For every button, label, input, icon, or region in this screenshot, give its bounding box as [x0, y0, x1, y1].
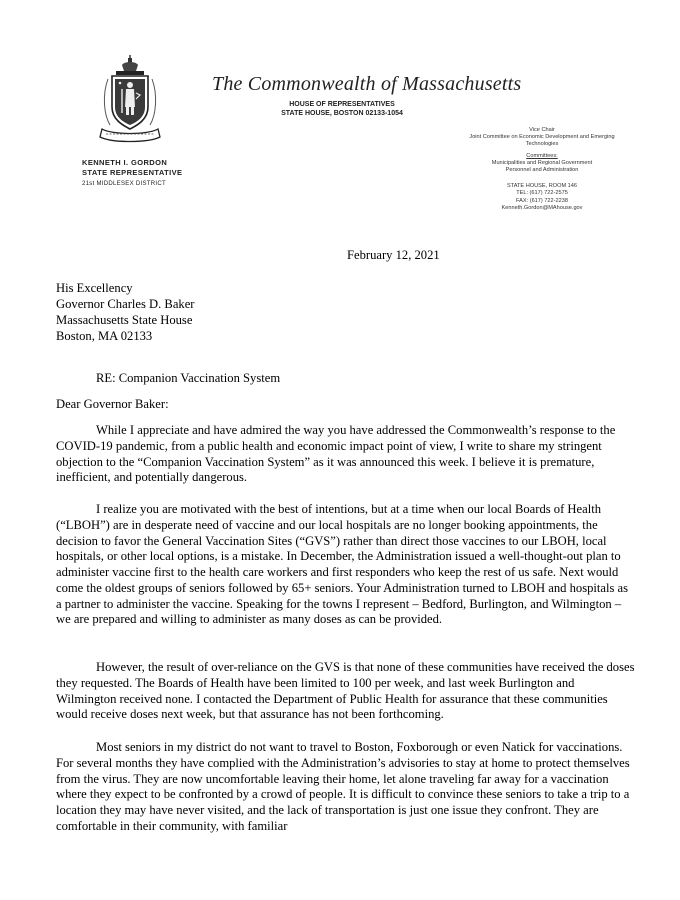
office-room: STATE HOUSE, ROOM 146 [506, 183, 578, 190]
address-line: His Excellency [56, 281, 133, 295]
member-district: 21st MIDDLESEX DISTRICT [82, 181, 166, 187]
address-line: Boston, MA 02133 [56, 329, 153, 343]
house-address [262, 101, 422, 118]
committees-label: Committees: [526, 152, 558, 159]
body-paragraph: While I appreciate and have admired the way you have addressed the Commonwealth’s response to the COVID-19 pandemic, from a public health and economic impact point of view, I write to share my stringent objection to the “Companion Vaccination System” as it was announced this week. I believe it is premature, inefficient, and potentially dangerous. [56, 423, 616, 485]
committee-block [462, 127, 622, 212]
subject-line: RE: Companion Vaccination System [96, 371, 281, 385]
letter-date: February 12, 2021 [347, 248, 440, 262]
office-email: Kenneth.Gordon@MAhouse.gov [501, 204, 583, 211]
committee-municipalities: Municipalities and Regional Government [491, 159, 593, 166]
house-name: HOUSE OF REPRESENTATIVES [289, 101, 395, 108]
body-paragraph: Most seniors in my district do not want to travel to Boston, Foxborough or even Natick for vaccinations. For several months they have complied with the Administration’s advisories to stay at home to protect themselves from the virus. They are now uncomfortable leaving their home, let alone traveling far away for a vaccination where they expect to be confronted by a crowd of people. It is difficult to convince these seniors to take a trip to a location they may have never visited, and the lack of transportation is just one issue they confront. They are comfortable in their community, with familiar [56, 740, 630, 833]
office-fax: FAX: (617) 722-2238 [516, 197, 568, 204]
house-street: STATE HOUSE, BOSTON 02133-1054 [281, 109, 403, 117]
member-title: STATE REPRESENTATIVE [82, 168, 183, 177]
salutation: Dear Governor Baker: [56, 397, 169, 411]
committee-personnel: Personnel and Administration [505, 167, 579, 174]
recipient-address [56, 280, 195, 344]
office-tel: TEL: (617) 722-2575 [516, 190, 568, 197]
address-line: Massachusetts State House [56, 313, 193, 327]
body-paragraph: However, the result of over-reliance on the GVS is that none of these communities have received the doses they requested. The Boards of Health have been limited to 100 per week, and last week Burlington and Wilmington received none. I contacted the Department of Public Health for assurance that these communities would receive doses next week, but that assurance has not been forthcoming. [56, 660, 635, 722]
commonwealth-title: The Commonwealth of Massachusetts [212, 73, 522, 95]
body-paragraph: I realize you are motivated with the best of intentions, but at a time when our local Boards of Health (“LBOH”) are in desperate need of vaccine and our local hospitals are no longer booking appointments, the decision to favor the General Vaccination Sites (“GVS”) rather than direct those vaccines to our LBOH, local hospitals, or other local options, is a mistake. In December, the Administration issued a well-thought-out plan to administer vaccine first to the health care workers and first responders who keep the rest of us safe. Next would come the oldest groups of seniors followed by 65+ seniors. Your Administration turned to LBOH and hospitals as a partner to administer the vaccine. Speaking for the towns I represent – Bedford, Burlington, and Wilmington – we are prepared and willing to administer as many doses as can be provided. [56, 502, 629, 627]
role-label: Vice Chair [529, 127, 555, 133]
committee-econ-dev: Joint Committee on Economic Development and Emerging Technologies [469, 134, 615, 148]
address-line: Governor Charles D. Baker [56, 297, 195, 311]
member-block [82, 158, 182, 190]
member-name: KENNETH I. GORDON [82, 158, 168, 167]
commonwealth-seal-icon [98, 55, 162, 153]
